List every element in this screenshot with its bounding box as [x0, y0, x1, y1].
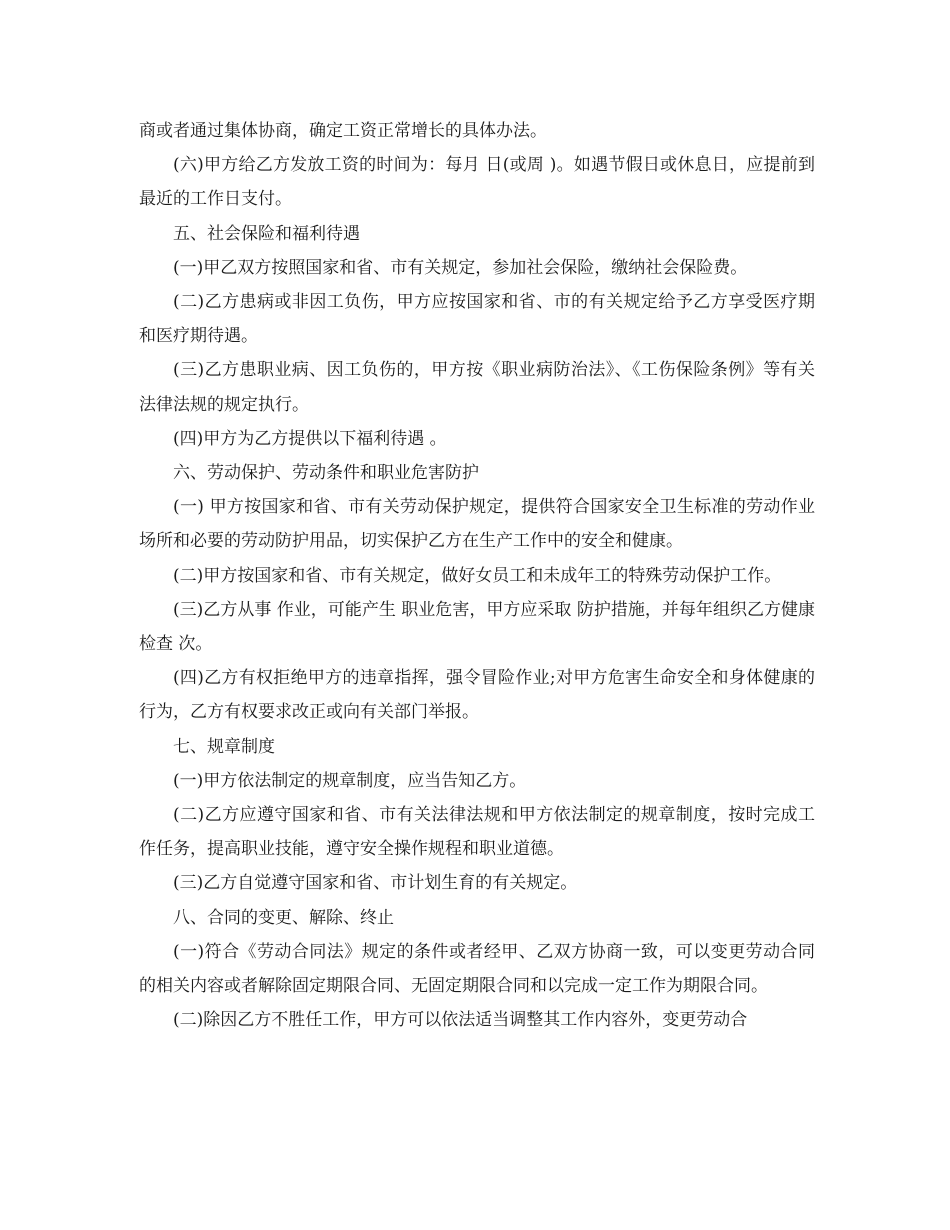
section-heading: 八、合同的变更、解除、终止 — [173, 907, 394, 928]
clause-item: (二)乙方患病或非因工负伤，甲方应按国家和省、市的有关规定给予乙方享受医疗期和医疗期待遇。 — [139, 292, 815, 347]
clause-item: (一) 甲方按国家和省、市有关劳动保护规定，提供符合国家安全卫生标准的劳动作业场所和必要的劳动防护用品，切实保护乙方在生产工作中的安全和健康。 — [139, 497, 815, 552]
clause-item: (一)甲乙双方按照国家和省、市有关规定，参加社会保险，缴纳社会保险费。 — [173, 257, 748, 278]
clause-item: (二)乙方应遵守国家和省、市有关法律法规和甲方依法制定的规章制度，按时完成工作任务，提高职业技能，遵守安全操作规程和职业道德。 — [139, 805, 815, 860]
clause-item: (三)乙方从事 作业，可能产生 职业危害，甲方应采取 防护措施，并每年组织乙方健康检查 次。 — [139, 599, 815, 655]
clause-item: (二)除因乙方不胜任工作，甲方可以依法适当调整其工作内容外，变更劳动合 — [173, 1010, 748, 1031]
clause-item: (四)甲方为乙方提供以下福利待遇 。 — [173, 428, 447, 449]
clause-item: (六)甲方给乙方发放工资的时间为：每月 日(或周 )。如遇节假日或休息日，应提前到最近的工作日支付。 — [139, 155, 815, 210]
section-heading: 六、劳动保护、劳动条件和职业危害防护 — [173, 463, 479, 484]
clause-item: (四)乙方有权拒绝甲方的违章指挥，强令冒险作业;对甲方危害生命安全和身体健康的行为，乙方有权要求改正或向有关部门举报。 — [139, 668, 815, 723]
document-body — [139, 114, 815, 1037]
clause-item: (一)甲方依法制定的规章制度，应当告知乙方。 — [173, 770, 527, 791]
clause-item: (一)符合《劳动合同法》规定的条件或者经甲、乙双方协商一致，可以变更劳动合同的相关内容或者解除固定期限合同、无固定期限合同和以完成一定工作为期限合同。 — [139, 941, 815, 997]
section-heading: 七、规章制度 — [173, 736, 275, 757]
clause-item: (三)乙方患职业病、因工负伤的，甲方按《职业病防治法》、《工伤保险条例》等有关法律法规的规定执行。 — [139, 360, 815, 415]
paragraph-continuation: 商或者通过集体协商，确定工资正常增长的具体办法。 — [139, 121, 547, 141]
clause-item: (二)甲方按国家和省、市有关规定，做好女员工和未成年工的特殊劳动保护工作。 — [173, 565, 782, 586]
clause-item: (三)乙方自觉遵守国家和省、市计划生育的有关规定。 — [173, 873, 578, 894]
section-heading: 五、社会保险和福利待遇 — [173, 223, 360, 244]
